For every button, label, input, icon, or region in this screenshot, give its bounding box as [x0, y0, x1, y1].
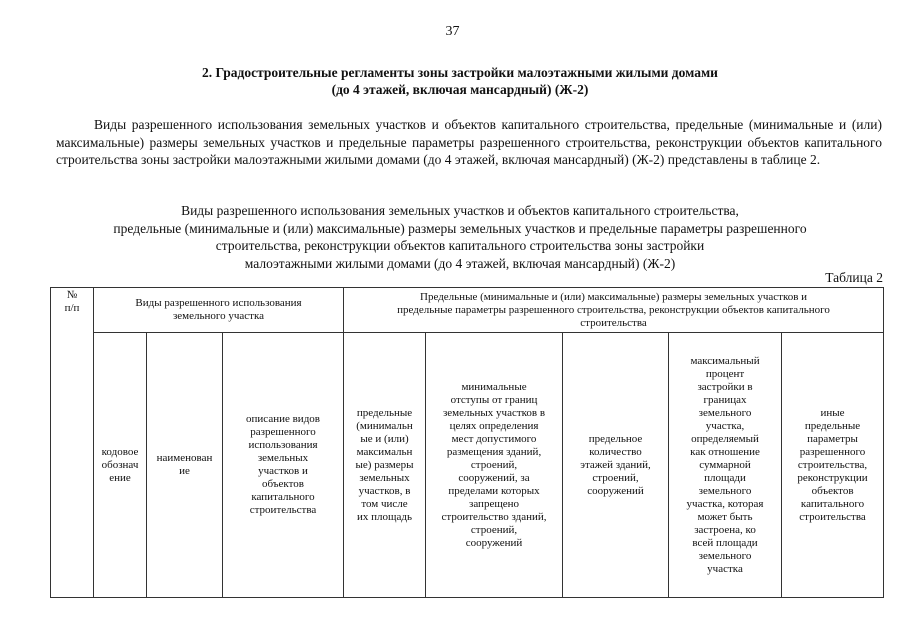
header-coverage-line: определяемый [691, 432, 759, 445]
header-coverage-line: участка, [705, 419, 745, 432]
header-setbacks-line: запрещено [468, 497, 520, 510]
page-number: 37 [445, 24, 460, 39]
header-code-line: кодовое [101, 445, 139, 458]
header-other-params-line: строительства [799, 510, 866, 523]
table-caption [30, 202, 890, 272]
header-coverage-line: суммарной [699, 458, 751, 471]
header-description-line: участков и [258, 465, 308, 477]
header-setbacks-line: минимальные [461, 380, 527, 393]
header-coverage-line: участка [707, 562, 743, 575]
regulations-table [50, 287, 884, 598]
header-uses-line: Виды разрешенного использования [135, 297, 302, 309]
header-description-cell [223, 333, 344, 598]
header-setbacks-line: строений, [470, 458, 518, 471]
header-plot-size-line: том числе [361, 497, 408, 510]
header-coverage-line: как отношение [690, 445, 760, 458]
header-floors-line: сооружений [587, 484, 644, 497]
header-setbacks-line: целях определения [449, 419, 539, 432]
table-caption-line-2: предельные (минимальные и (или) максимальные) размеры земельных участков и предельные параметры разрешенного [113, 220, 807, 236]
header-description-line: строительства [249, 504, 317, 516]
header-limits-line: Предельные (минимальные и (или) максимальные) размеры земельных участков и [420, 290, 808, 303]
table-header-row-2 [51, 333, 884, 598]
header-code-line: ение [109, 471, 131, 484]
header-coverage-line: всей площади [692, 536, 758, 549]
header-number-line: № [66, 289, 78, 301]
table-header-row-1 [51, 288, 884, 333]
header-description-line: капитального [251, 491, 315, 503]
header-description-line: описание видов [246, 413, 320, 425]
header-coverage-line: земельного [698, 406, 752, 419]
header-floors-line: количество [589, 445, 642, 458]
header-other-params-line: строительства, [797, 458, 868, 471]
header-coverage-line: земельного [698, 549, 752, 562]
header-limits-line: строительства [580, 316, 647, 329]
header-plot-size-line: ые и (или) [360, 432, 409, 445]
header-floors-line: предельное [588, 432, 643, 445]
header-name-line: ие [179, 465, 190, 477]
header-description-line: разрешенного [250, 426, 316, 438]
table-caption-line-3: строительства, реконструкции объектов капитального строительства зоны застройки [215, 238, 705, 253]
intro-paragraph: Виды разрешенного использования земельных участков и объектов капитального строительства, предельные (минимальные и (или) максимальные) размеры земельных участков и предельные параметры разрешенного строительства, реконструкции объектов капитального строительства зоны застройки малоэтажными жилыми домами (до 4 этажей, включая мансардный) (Ж-2) представлены в таблице 2. [56, 117, 882, 167]
header-code-line: обознач [101, 458, 139, 471]
header-setbacks-line: отступы от границ [450, 393, 538, 406]
section-heading-line-2: (до 4 этажей, включая мансардный) (Ж-2) [331, 82, 589, 97]
header-uses-line: земельного участка [172, 310, 265, 322]
header-limits-line: предельные параметры разрешенного строительства, реконструкции объектов капитального [397, 303, 830, 316]
header-number-line: п/п [64, 302, 80, 314]
table-label: Таблица 2 [825, 270, 883, 285]
header-plot-size-line: предельные [356, 406, 413, 419]
header-plot-size-line: земельных [359, 471, 410, 484]
header-floors-line: этажей зданий, [580, 458, 651, 471]
section-heading [60, 64, 860, 98]
header-plot-size-line: ые) размеры [355, 458, 414, 471]
header-name-cell [147, 333, 223, 598]
header-coverage-line: застроена, ко [694, 523, 756, 536]
header-plot-size-line: максимальн [356, 445, 413, 458]
header-plot-size-line: участков, в [358, 484, 411, 497]
header-other-params-line: реконструкции [797, 471, 868, 484]
header-other-params-cell [782, 333, 884, 598]
header-setbacks-line: земельных участков в [442, 406, 546, 419]
header-coverage-line: может быть [697, 510, 753, 523]
header-setbacks-line: пределами которых [448, 484, 540, 497]
header-other-params-line: разрешенного [799, 445, 866, 458]
header-setbacks-line: мест допустимого [451, 432, 537, 445]
header-coverage-line: участка, которая [686, 497, 764, 510]
header-setbacks-line: сооружений [465, 536, 523, 549]
header-setbacks-line: сооружений, за [458, 471, 530, 484]
header-coverage-line: границах [703, 393, 747, 406]
header-coverage-cell [669, 333, 782, 598]
header-description-line: использования [248, 439, 318, 451]
header-uses-cell [94, 288, 344, 333]
header-description-line: объектов [262, 478, 304, 490]
header-name-line: наименован [156, 452, 213, 464]
header-limits-cell [344, 288, 884, 333]
header-other-params-line: иные [820, 406, 845, 419]
header-setbacks-line: строительство зданий, [441, 510, 547, 523]
header-plot-size-line: их площадь [357, 510, 412, 523]
header-plot-size-cell [344, 333, 426, 598]
header-number-cell [51, 288, 94, 598]
header-description-line: земельных [257, 452, 309, 464]
header-setbacks-cell [426, 333, 563, 598]
header-coverage-line: земельного [698, 484, 752, 497]
table-caption-line-4: малоэтажными жилыми домами (до 4 этажей, включая мансардный) (Ж-2) [244, 255, 676, 271]
header-other-params-line: параметры [807, 432, 858, 445]
header-coverage-line: площади [704, 471, 746, 484]
header-coverage-line: процент [705, 367, 745, 380]
header-other-params-line: предельные [804, 419, 861, 432]
section-heading-line-1: 2. Градостроительные регламенты зоны застройки малоэтажными жилыми домами [202, 65, 718, 80]
header-other-params-line: объектов [811, 484, 854, 497]
table-caption-line-1: Виды разрешенного использования земельных участков и объектов капитального строительства, [181, 203, 739, 218]
header-floors-cell [563, 333, 669, 598]
header-setbacks-line: размещения зданий, [446, 445, 542, 458]
header-code-cell [94, 333, 147, 598]
header-other-params-line: капитального [800, 497, 865, 510]
header-floors-line: строений, [592, 471, 639, 484]
header-setbacks-line: строений, [470, 523, 518, 536]
header-coverage-line: застройки в [697, 380, 753, 393]
header-coverage-line: максимальный [690, 354, 760, 367]
header-plot-size-line: (минимальн [356, 419, 413, 432]
